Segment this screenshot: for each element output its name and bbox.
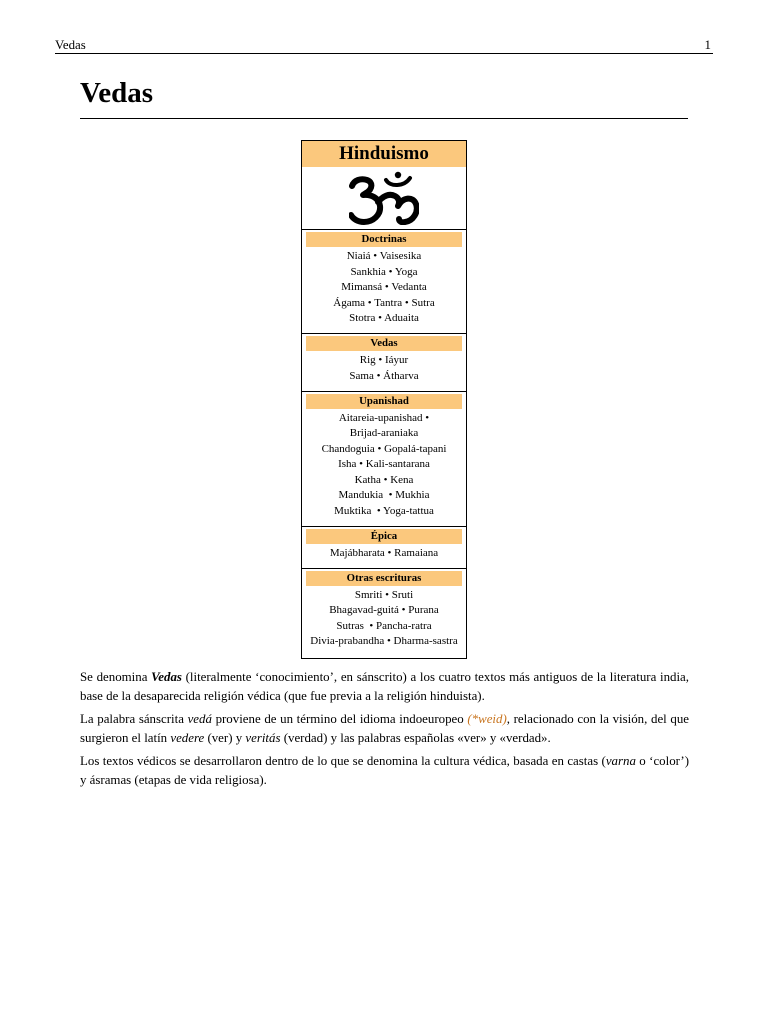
om-symbol-icon [349, 171, 419, 225]
infobox-line: Muktika • Yoga-tattua [334, 504, 434, 517]
infobox-line: Ágama • Tantra • Sutra [333, 296, 435, 309]
paragraph-text: Los textos védicos se desarrollaron dentro de lo que se denomina la cultura védica, basada en castas ( [80, 754, 606, 768]
infobox-line: Brijad-araniaka [349, 427, 419, 439]
paragraph-definition [80, 668, 689, 706]
paragraph-text: (ver) y [204, 731, 246, 745]
paragraph-text: La palabra sánscrita [80, 712, 188, 726]
paragraph-text: Se denomina [80, 670, 152, 684]
running-header-title: Vedas [55, 38, 86, 52]
infobox-line: Bhagavad-guitá • Purana [329, 604, 439, 616]
italic-term: vedá [187, 712, 212, 726]
infobox-line: Niaiá • Vaisesika [346, 250, 422, 262]
infobox-section-lines [306, 588, 462, 650]
infobox-section-otras-escrituras [302, 568, 466, 658]
infobox-line: Sama • Átharva [349, 369, 419, 382]
italic-term: varna [605, 754, 636, 768]
paragraph-etymology [80, 710, 689, 748]
infobox-section-doctrinas [302, 229, 466, 333]
infobox-section-vedas [302, 333, 466, 391]
paragraph-text: proviene de un término del idioma indoeuropeo [211, 712, 468, 726]
infobox [301, 140, 467, 659]
infobox-section-lines [306, 249, 462, 327]
infobox-section-heading: Épica [306, 529, 462, 544]
infobox-line: Sankhia • Yoga [350, 265, 418, 278]
infobox-line: Sutras • Pancha-ratra [336, 619, 432, 632]
title-rule [80, 118, 688, 119]
paragraph-text: (literalmente ‘conocimiento’, en sánscrito) a los cuatro textos más antiguos de la literatura india, base de la desaparecida religión védica (que fue previa a la religión hinduista). [80, 670, 689, 703]
infobox-section-epica [302, 526, 466, 568]
infobox-line: Divia-prabandha • Dharma-sastra [310, 635, 458, 647]
infobox-section-heading: Otras escrituras [306, 571, 462, 586]
infobox-section-lines [306, 353, 462, 384]
paragraph-culture [80, 752, 689, 790]
infobox-line: Mandukia • Mukhia [338, 489, 430, 501]
paragraph-text: o ‘color’) y ásramas (etapas de vida religiosa). [80, 754, 690, 787]
infobox-line: Rig • Iáyur [359, 354, 409, 366]
italic-term: vedere [170, 731, 205, 745]
page-number: 1 [704, 38, 711, 52]
infobox-line: Smriti • Sruti [354, 588, 414, 601]
om-symbol-crescent [386, 178, 410, 185]
infobox-title: Hinduismo [302, 141, 466, 167]
header-rule [55, 53, 713, 54]
infobox-section-heading: Vedas [306, 336, 462, 351]
article-body [80, 668, 689, 794]
infobox-symbol-area [302, 167, 466, 229]
infobox-line: Katha • Kena [354, 473, 414, 486]
article-title: Vedas [80, 77, 154, 109]
italic-term: veritás [245, 731, 281, 745]
infobox-section-lines [306, 411, 462, 520]
infobox-section-heading: Upanishad [306, 394, 462, 409]
infobox-line: Mimansá • Vedanta [341, 281, 427, 293]
infobox-section-lines [306, 546, 462, 562]
bold-term: Vedas [151, 670, 182, 684]
infobox-line: Aitareia-upanishad • [338, 411, 430, 424]
infobox-line: Isha • Kali-santarana [338, 458, 430, 470]
om-symbol-tail-stroke [378, 195, 417, 222]
paragraph-text: (verdad) y las palabras españolas «ver» y «verdad». [280, 731, 551, 745]
highlighted-root: (*weid) [467, 712, 507, 726]
infobox-section-upanishad [302, 391, 466, 526]
paragraph-text: , relacionado con la visión, del que surgieron el latín [80, 712, 690, 745]
om-symbol-dot [395, 172, 401, 178]
infobox-line: Chandoguia • Gopalá-tapani [321, 442, 447, 455]
infobox-section-heading: Doctrinas [306, 232, 462, 247]
infobox-line: Stotra • Aduaita [349, 312, 419, 324]
infobox-line: Majábharata • Ramaiana [329, 546, 439, 559]
